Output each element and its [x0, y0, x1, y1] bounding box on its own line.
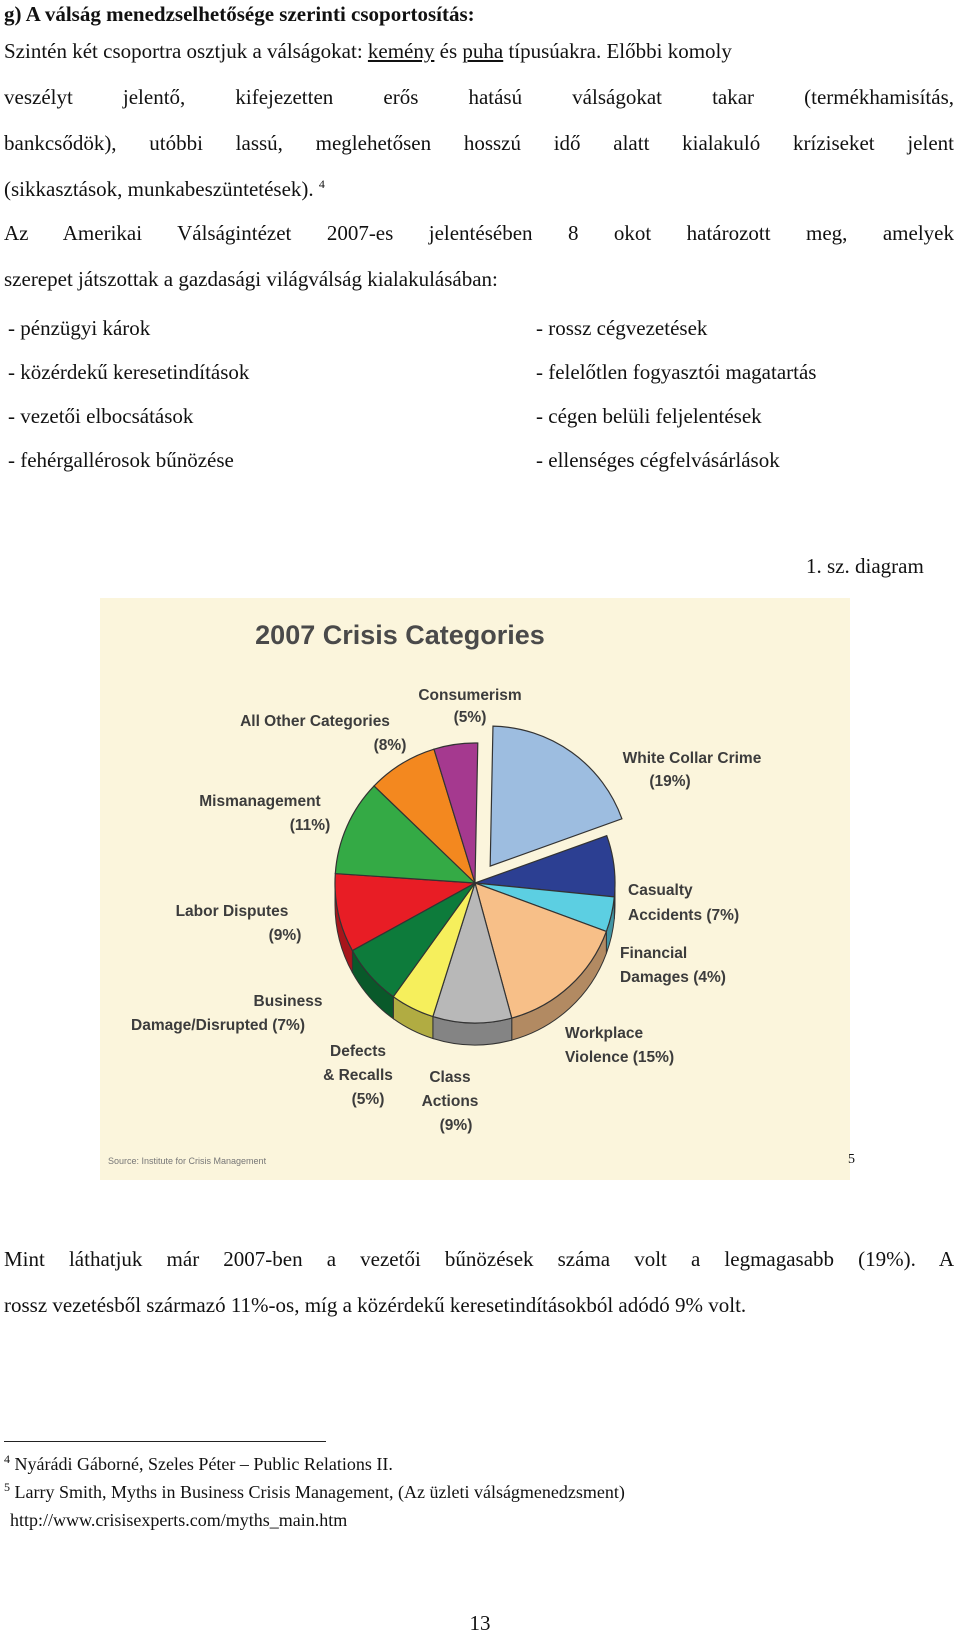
diagram-caption: 1. sz. diagram — [806, 554, 924, 578]
label-business: Business — [253, 993, 323, 1010]
label-mismanagement: Mismanagement — [199, 793, 321, 810]
label-labor-disputes: Labor Disputes — [175, 903, 289, 920]
label-defects-pct: (5%) — [351, 1091, 385, 1108]
label-class-pct: (9%) — [439, 1117, 473, 1134]
footnotes — [4, 1450, 625, 1534]
label-class: Class — [429, 1069, 471, 1086]
paragraph-crisis-types — [4, 28, 954, 212]
list-item: - felelőtlen fogyasztói magatartás — [536, 360, 817, 384]
list-item: - rossz cégvezetések — [536, 316, 708, 340]
label-casualty-2: Accidents (7%) — [628, 907, 740, 924]
paragraph-line: bankcsődök), utóbbi lassú, meglehetősen hosszú idő alatt kialakuló kríziseket jelent — [4, 131, 954, 155]
paragraph-line: rossz vezetésből származó 11%-os, míg a közérdekű keresetindításokból adódó 9% volt. — [4, 1293, 747, 1317]
label-business-2: Damage/Disrupted (7%) — [131, 1017, 305, 1034]
list-item: - közérdekű keresetindítások — [8, 360, 250, 384]
footnote-ref-4[interactable]: 4 — [318, 177, 325, 191]
paragraph-line: Mint láthatjuk már 2007-ben a vezetői bűnözések száma volt a legmagasabb (19%). A — [4, 1247, 954, 1271]
label-other-pct: (8%) — [373, 737, 407, 754]
list-item: - fehérgallérosok bűnözése — [8, 448, 234, 472]
list-item: - pénzügyi károk — [8, 316, 151, 340]
label-other: All Other Categories — [240, 713, 390, 730]
paragraph-line: Az Amerikai Válságintézet 2007-es jelentésében 8 okot határozott meg, amelyek — [4, 221, 954, 245]
footnote-5-url[interactable]: http://www.crisisexperts.com/myths_main.htm — [10, 1510, 348, 1530]
label-labor-disputes-pct: (9%) — [268, 927, 302, 944]
footnote-separator — [4, 1441, 326, 1442]
label-consumerism-pct: (5%) — [453, 709, 487, 726]
pie-chart-svg — [100, 598, 850, 1180]
label-workplace-2: Violence (15%) — [565, 1049, 675, 1066]
label-casualty: Casualty — [628, 882, 693, 899]
list-item: - vezetői elbocsátások — [8, 404, 194, 428]
paragraph-line: szerepet játszottak a gazdasági világválság kialakulásában: — [4, 267, 498, 291]
term-puha: puha — [462, 39, 504, 63]
label-defects: Defects — [330, 1043, 386, 1060]
crisis-categories-chart — [100, 598, 850, 1180]
label-financial-2: Damages (4%) — [620, 969, 726, 986]
paragraph-conclusion — [4, 1236, 954, 1328]
chart-source: Source: Institute for Crisis Management — [108, 1156, 267, 1166]
paragraph-line: (sikkasztások, munkabeszüntetések). $^4$ — [4, 177, 325, 201]
label-class-2: Actions — [421, 1093, 479, 1110]
footnote-4: $^4$ Nyárádi Gáborné, Szeles Péter – Public Relations II. — [4, 1452, 393, 1474]
section-heading: g) A válság menedzselhetősége szerinti csoportosítás: — [4, 2, 475, 26]
footnote-5: $^5$ Larry Smith, Myths in Business Crisis Management, (Az üzleti válságmenedzsment) — [4, 1480, 625, 1502]
label-white-collar-crime-pct: (19%) — [649, 773, 691, 790]
list-item: - cégen belüli feljelentések — [536, 404, 762, 428]
chart-title: 2007 Crisis Categories — [255, 620, 545, 650]
paragraph-institute — [4, 210, 954, 302]
list-item: - ellenséges cégfelvásárlások — [536, 448, 780, 472]
label-consumerism: Consumerism — [418, 687, 522, 704]
label-defects-2: & Recalls — [323, 1067, 393, 1084]
term-kemeny: kemény — [367, 39, 435, 63]
label-financial: Financial — [620, 945, 688, 962]
paragraph-line: Szintén két csoportra osztjuk a válságokat: kemény és puha típusúakra. Előbbi komoly — [4, 39, 732, 63]
page-number: 13 — [469, 1611, 491, 1635]
footnote-ref-5[interactable]: 5 — [848, 1152, 855, 1167]
label-mismanagement-pct: (11%) — [289, 817, 331, 834]
label-workplace: Workplace — [565, 1025, 644, 1042]
label-white-collar-crime: White Collar Crime — [622, 750, 762, 767]
paragraph-line: veszélyt jelentő, kifejezetten erős hatású válságokat takar (termékhamisítás, — [4, 85, 954, 109]
pie-slices — [335, 726, 622, 1045]
